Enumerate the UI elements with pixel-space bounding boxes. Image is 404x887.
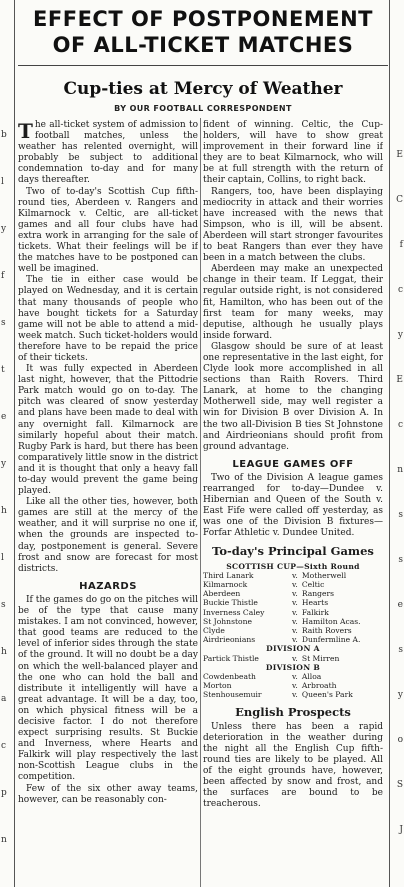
- versus: v.: [291, 570, 298, 580]
- paragraph: Rangers, too, have been displaying mediocrity in attack and their worries have increased with the news that Simpson, who is ill, will be absent. Aberdeen will start stronger favourites to beat Rangers than ever they have been in a match between the clubs.: [203, 186, 383, 264]
- edge-letter: h: [1, 647, 7, 657]
- home-team: Morton: [203, 681, 232, 691]
- fixture-row: [203, 580, 383, 589]
- edge-letter: o: [397, 735, 403, 745]
- edge-letter: y: [1, 459, 7, 469]
- edge-letter: h: [1, 506, 7, 516]
- headline-line-1: EFFECT OF POSTPONEMENT: [33, 7, 373, 31]
- fixture-row: [203, 589, 383, 598]
- away-team: Hearts: [301, 598, 329, 608]
- subheadline: Cup-ties at Mercy of Weather: [63, 79, 343, 99]
- edge-letter: l: [1, 177, 4, 187]
- edge-letter: y: [1, 224, 7, 234]
- fixtures-subheading: DIVISION B: [265, 662, 321, 672]
- byline: BY OUR FOOTBALL CORRESPONDENT: [114, 104, 292, 113]
- versus: v.: [291, 690, 298, 700]
- fixture-row: [203, 598, 383, 607]
- edge-letter: c: [1, 741, 7, 751]
- versus: v.: [291, 625, 298, 635]
- edge-letter: C: [396, 195, 403, 205]
- edge-letter: s: [398, 555, 403, 565]
- edge-letter: e: [397, 600, 403, 610]
- away-team: Dunfermline A.: [301, 635, 361, 645]
- edge-letter: c: [397, 285, 403, 295]
- versus: v.: [291, 616, 298, 626]
- paragraph: [18, 120, 198, 187]
- edge-letter: c: [397, 420, 403, 430]
- edge-letter: s: [1, 318, 6, 328]
- section-heading-hazards: HAZARDS: [79, 580, 137, 592]
- edge-letter: s: [398, 645, 403, 655]
- edge-letter: S: [396, 780, 403, 790]
- paragraph: Few of the six other away teams, however, can be reasonably con-: [18, 783, 198, 805]
- paragraph: Glasgow should be sure of at least one representative in the last eight, for Clyde look more accomplished in all sections than Raith Rovers. Third Lanark, at home to the changing Motherwell side, may well register a win for Division B over Division A. In the two all-Division B ties St Johnstone and Airdrieonians should profit from ground advantage.: [203, 341, 383, 452]
- section-heading-league: LEAGUE GAMES OFF: [232, 458, 354, 470]
- edge-letter: E: [396, 375, 403, 385]
- home-team: Buckie Thistle: [203, 598, 258, 608]
- edge-letter: p: [1, 788, 7, 798]
- edge-letter: e: [1, 412, 7, 422]
- right-adjacent-column: [389, 0, 404, 887]
- headline: [18, 6, 388, 58]
- edge-letter: y: [397, 690, 403, 700]
- headline-line-2: OF ALL-TICKET MATCHES: [52, 33, 354, 57]
- away-team: Motherwell: [301, 570, 347, 580]
- paragraph: Aberdeen may make an unexpected change in their team. If Leggat, their regular outside right, is not considered fit, Hamilton, who has been out of the first team for many weeks, may deputise, although he usually plays inside forward.: [203, 264, 383, 341]
- edge-letter: n: [1, 835, 7, 845]
- paragraph: Like all the other ties, however, both games are still at the mercy of the weather, and it will surprise no one if, when the grounds are inspected to-day, postponement is general. Severe frost and snow are forecast for most districts.: [18, 497, 198, 574]
- edge-letter: s: [398, 510, 403, 520]
- versus: v.: [291, 579, 298, 589]
- edge-letter: y: [397, 330, 403, 340]
- home-team: Cowdenbeath: [203, 672, 256, 681]
- fixture-row: [203, 617, 383, 626]
- away-team: Celtic: [301, 579, 325, 589]
- fixture-row: [203, 690, 383, 699]
- edge-letter: a: [1, 694, 7, 704]
- edge-letter: n: [397, 465, 403, 475]
- versus: v.: [291, 598, 298, 608]
- fixture-row: [203, 635, 383, 644]
- fixtures-subheading: DIVISION A: [266, 644, 320, 654]
- fixture-row: [203, 681, 383, 690]
- paragraph: Unless there has been a rapid deterioration in the weather during the night all the English Cup fifth-round ties are likely to be played. All of the eight grounds have, however, been affected by snow and frost, and the surfaces are bound to be treacherous.: [203, 721, 383, 810]
- edge-letter: f: [1, 271, 5, 281]
- paragraph: Two of to-day's Scottish Cup fifth-round ties, Aberdeen v. Rangers and Kilmarnock v. Celtic, are all-ticket games and all four clubs have had extra work in arranging for the sale of tickets. What their feelings will be if the matches have to be postponed can well be imagined.: [18, 186, 198, 275]
- column-rule: [200, 118, 201, 887]
- paragraph-text: he all-ticket system of admission to football matches, unless the weather has relented overnight, will probably be subject to additional condemnation to-day and for many days thereafter.: [18, 120, 198, 186]
- paragraph: If the games do go on the pitches will be of the type that cause many mistakes. I am not convinced, however, that good teams are reduced to the level of inferior sides through the state of the ground. It will no doubt be a day on which the well-balanced player and the one who can hold the ball and distribute it intelligently will have a great advantage. It will be a day, too, on which physical fitness will be a decisive factor. I do not therefore expect surprising results. St Buckie and Inverness, where Hearts and Falkirk will play respectively the last non-Scottish League clubs in the competition.: [18, 594, 198, 783]
- versus: v.: [291, 607, 298, 617]
- away-team: Hamilton Acas.: [301, 616, 361, 626]
- drop-cap: T: [18, 120, 33, 143]
- edge-letter: b: [1, 130, 7, 140]
- away-team: Rangers: [301, 589, 335, 599]
- home-team: Inverness Caley: [203, 607, 265, 617]
- away-team: Arbroath: [301, 681, 337, 691]
- versus: v.: [291, 672, 298, 681]
- paragraph: Two of the Division A league games rearranged for to-day—Dundee v. Hibernian and Queen of the South v. East Fife were called off yesterday, as was one of the Division B fixtures—Forfar Athletic v. Dundee United.: [203, 472, 383, 539]
- home-team: Stenhousemuir: [203, 690, 262, 700]
- paragraph: It was fully expected in Aberdeen last night, however, that the Pittodrie Park match would go on to-day. The pitch was cleared of snow yesterday and plans have been made to deal with any overnight fall. Kilmarnock are similarly hopeful about their match. Rugby Park is hard, but there has been comparatively little snow in the district and it is thought that only a heavy fall to-day would prevent the game being played.: [18, 364, 198, 497]
- home-team: Partick Thistle: [203, 653, 259, 663]
- fixture-row: [203, 608, 383, 617]
- edge-letter: s: [1, 600, 6, 610]
- edge-letter: E: [396, 150, 403, 160]
- versus: v.: [291, 635, 298, 645]
- versus: v.: [291, 589, 298, 599]
- article-column-1: [18, 120, 198, 887]
- fixtures-table: [203, 562, 383, 700]
- home-team: Airdrieonians: [203, 635, 256, 645]
- edge-letter: l: [1, 553, 4, 563]
- fixture-row: [203, 626, 383, 635]
- home-team: Third Lanark: [203, 570, 254, 580]
- fixtures-subheading: SCOTTISH CUP—Sixth Round: [226, 561, 360, 571]
- versus: v.: [291, 681, 298, 691]
- away-team: Queen's Park: [301, 690, 353, 700]
- away-team: Alloa: [301, 672, 322, 681]
- away-team: St Mirren: [301, 653, 340, 663]
- article-column-2: [203, 120, 383, 887]
- edge-letter: J: [399, 825, 403, 835]
- section-heading-games: To-day's Principal Games: [212, 544, 374, 559]
- fixture-row: [203, 654, 383, 663]
- home-team: Aberdeen: [203, 589, 241, 599]
- home-team: Kilmarnock: [203, 579, 248, 589]
- paragraph: fident of winning. Celtic, the Cup-holders, will have to show great improvement in their forward line if they are to beat Kilmarnock, who will be at full strength with the return of their captain, Collins, to right back.: [203, 120, 383, 186]
- headline-rule: [18, 65, 388, 66]
- away-team: Raith Rovers: [301, 625, 352, 635]
- home-team: Clyde: [203, 625, 225, 635]
- edge-letter: t: [1, 365, 5, 375]
- versus: v.: [291, 653, 298, 663]
- away-team: Falkirk: [301, 607, 329, 617]
- edge-letter: f: [399, 240, 403, 250]
- section-heading-english: English Prospects: [235, 704, 351, 719]
- home-team: St Johnstone: [203, 616, 252, 626]
- fixture-row: [203, 672, 383, 681]
- fixture-row: [203, 571, 383, 580]
- paragraph: The tie in either case would be played on Wednesday, and it is certain that many thousands of people who have bought tickets for a Saturday game will not be able to attend a mid-week match. Such ticket-holders would therefore have to be repaid the price of their tickets.: [18, 275, 198, 363]
